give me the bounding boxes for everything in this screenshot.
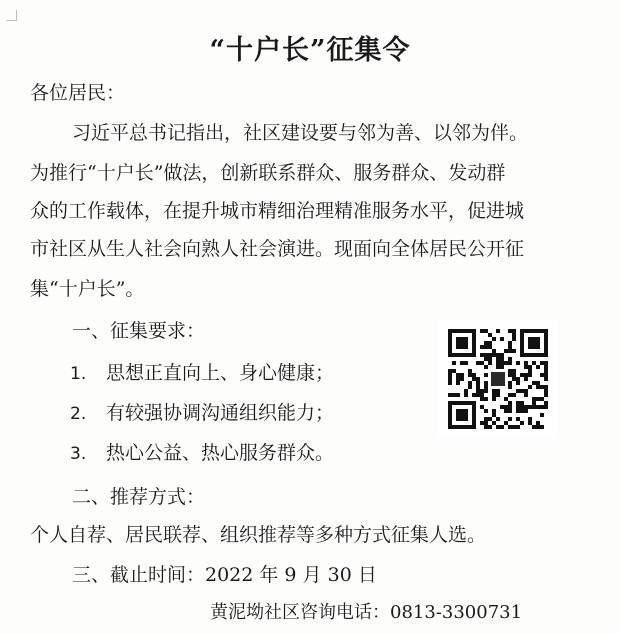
item-text: 热心公益、热心服务群众。: [106, 442, 335, 464]
section-heading-deadline: 三、截止时间：2022 年 9 月 30 日: [72, 564, 377, 586]
paragraph-line-2: 为推行“十户长”做法，创新联系群众、服务群众、发动群: [30, 162, 506, 184]
item-number: 3.: [70, 444, 87, 464]
page-title: “十户长”征集令: [209, 35, 411, 66]
qr-code-icon: [438, 320, 558, 438]
section-heading-recommendation: 二、推荐方式：: [72, 486, 206, 508]
item-text: 有较强协调沟通组织能力；: [106, 402, 335, 424]
item-text: 思想正直向上、身心健康；: [106, 362, 335, 384]
contact-phone: 黄泥坳社区咨询电话：0813-3300731: [210, 602, 523, 623]
paragraph-line-4: 市社区从生人社会向熟人社会演进。现面向全体居民公开征: [30, 238, 525, 260]
requirement-item: [70, 400, 334, 427]
section-heading-requirements: 一、征集要求：: [72, 320, 206, 342]
paragraph-line-3: 众的工作载体，在提升城市精细治理精准服务水平，促进城: [30, 200, 525, 222]
requirement-item: [70, 360, 334, 387]
page-corner-mark: [6, 10, 17, 21]
item-number: 1.: [70, 364, 87, 384]
recommendation-text: 个人自荐、居民联荐、组织推荐等多种方式征集人选。: [30, 524, 487, 546]
paragraph-line-1: 习近平总书记指出，社区建设要与邻为善、以邻为伴。: [72, 122, 529, 144]
greeting: 各位居民：: [30, 82, 126, 104]
paragraph-line-5: 集“十户长”。: [30, 278, 145, 300]
requirement-item: [70, 440, 334, 467]
item-number: 2.: [70, 404, 87, 424]
